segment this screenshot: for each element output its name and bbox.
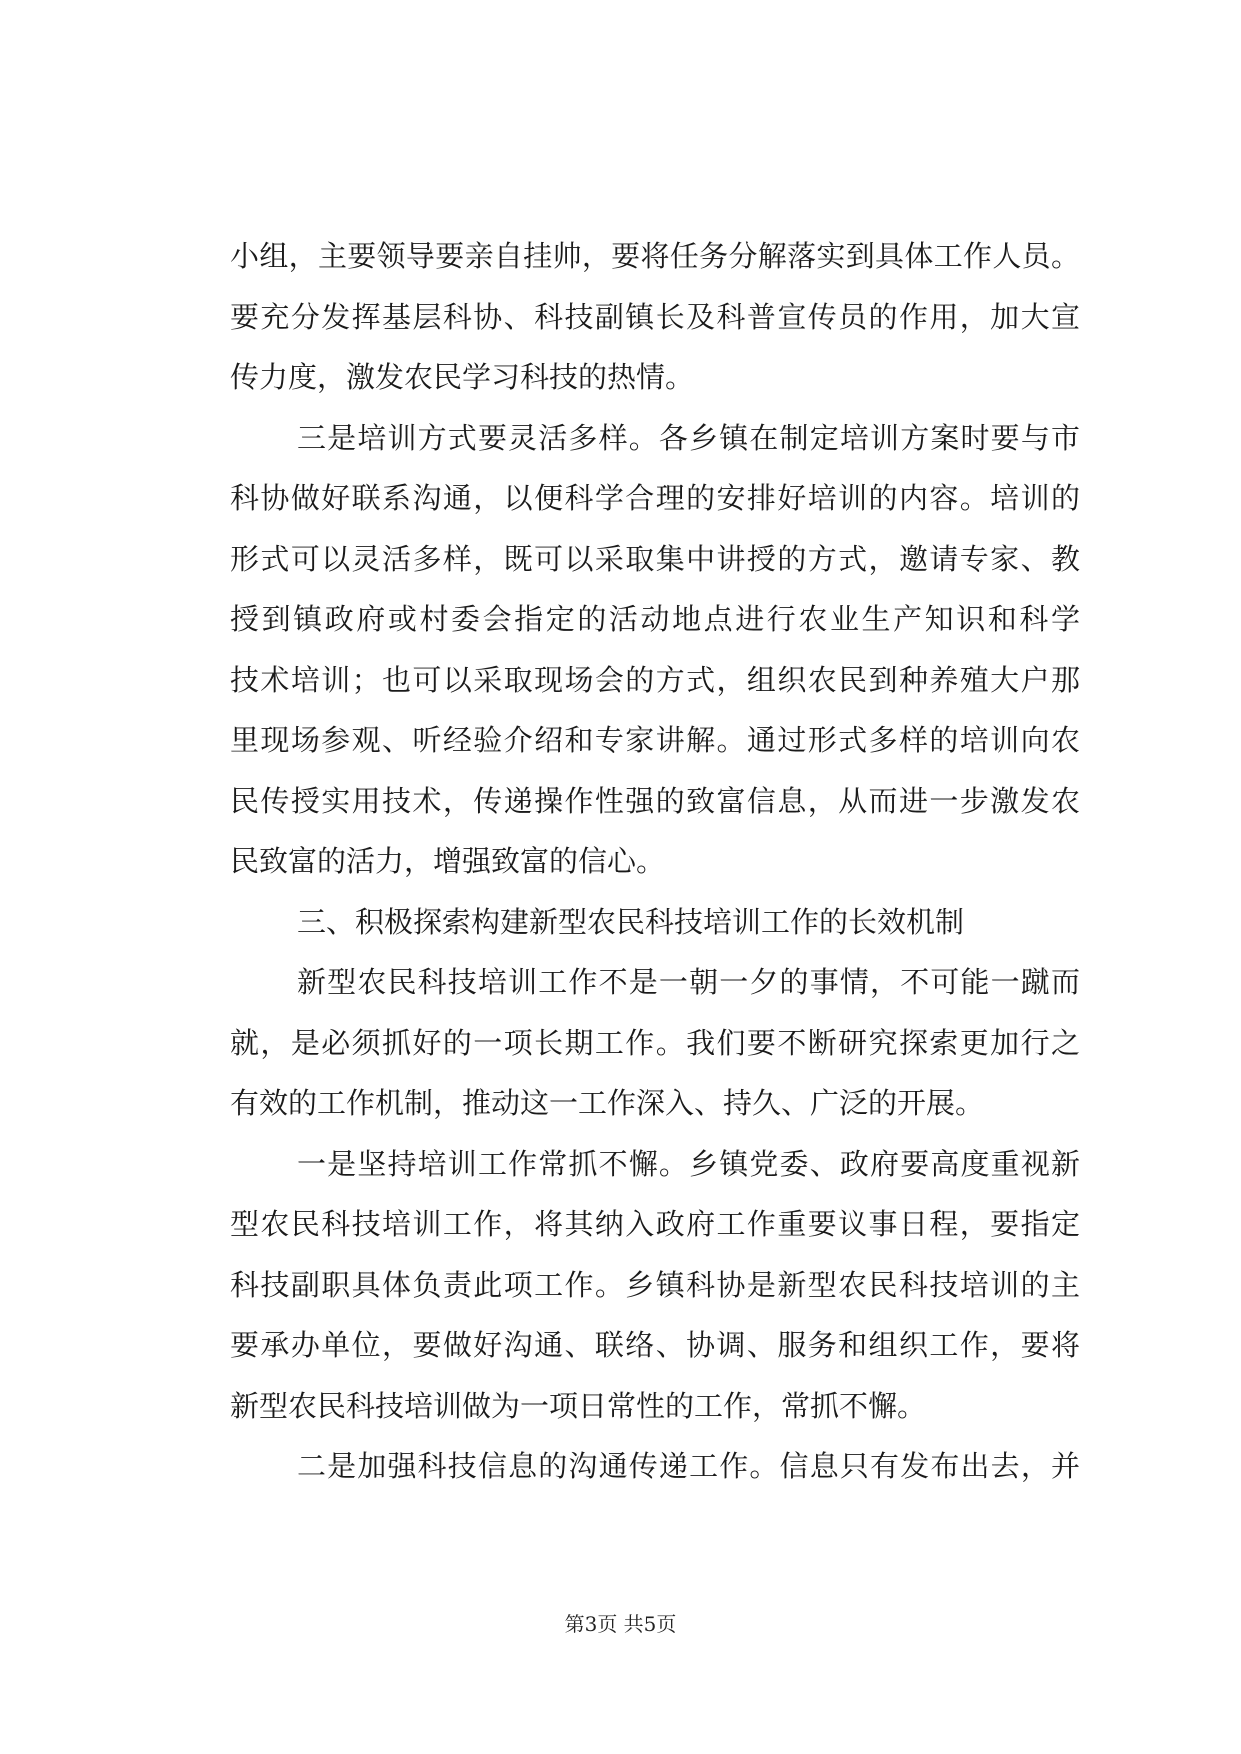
text-line: 民传授实用技术，传递操作性强的致富信息，从而进一步激发农 <box>230 783 1080 818</box>
text-line: 要承办单位，要做好沟通、联络、协调、服务和组织工作，要将 <box>230 1328 1080 1362</box>
text-line: 授到镇政府或村委会指定的活动地点进行农业生产知识和科学 <box>230 602 1080 636</box>
paragraph-start-line: 三是培训方式要灵活多样。各乡镇在制定培训方案时要与市 <box>297 420 1080 455</box>
text-line: 要充分发挥基层科协、科技副镇长及科普宣传员的作用，加大宣 <box>230 299 1080 334</box>
page-number-footer: 第3页 共5页 <box>564 1612 677 1636</box>
paragraph-start-line: 新型农民科技培训工作不是一朝一夕的事情，不可能一蹴而 <box>297 965 1080 999</box>
text-line: 有效的工作机制，推动这一工作深入、持久、广泛的开展。 <box>230 1086 985 1120</box>
text-line: 传力度，激发农民学习科技的热情。 <box>230 360 695 394</box>
text-line: 型农民科技培训工作，将其纳入政府工作重要议事日程，要指定 <box>230 1207 1080 1241</box>
text-line: 形式可以灵活多样，既可以采取集中讲授的方式，邀请专家、教 <box>230 541 1080 576</box>
paragraph-start-line: 一是坚持培训工作常抓不懈。乡镇党委、政府要高度重视新 <box>297 1146 1080 1181</box>
section-heading: 三、积极探索构建新型农民科技培训工作的长效机制 <box>297 904 965 939</box>
text-line: 小组，主要领导要亲自挂帅，要将任务分解落实到具体工作人员。 <box>230 239 1080 273</box>
text-line: 科协做好联系沟通，以便科学合理的安排好培训的内容。培训的 <box>230 481 1080 515</box>
text-line: 里现场参观、听经验介绍和专家讲解。通过形式多样的培训向农 <box>230 723 1080 757</box>
text-line: 民致富的活力，增强致富的信心。 <box>230 844 666 878</box>
text-line: 科技副职具体负责此项工作。乡镇科协是新型农民科技培训的主 <box>230 1267 1080 1302</box>
paragraph-start-line: 二是加强科技信息的沟通传递工作。信息只有发布出去，并 <box>297 1449 1080 1483</box>
text-line: 技术培训；也可以采取现场会的方式，组织农民到种养殖大户那 <box>230 662 1080 697</box>
document-body <box>230 226 1080 1497</box>
text-line: 就，是必须抓好的一项长期工作。我们要不断研究探索更加行之 <box>230 1025 1080 1060</box>
text-line: 新型农民科技培训做为一项日常性的工作，常抓不懈。 <box>230 1388 927 1423</box>
